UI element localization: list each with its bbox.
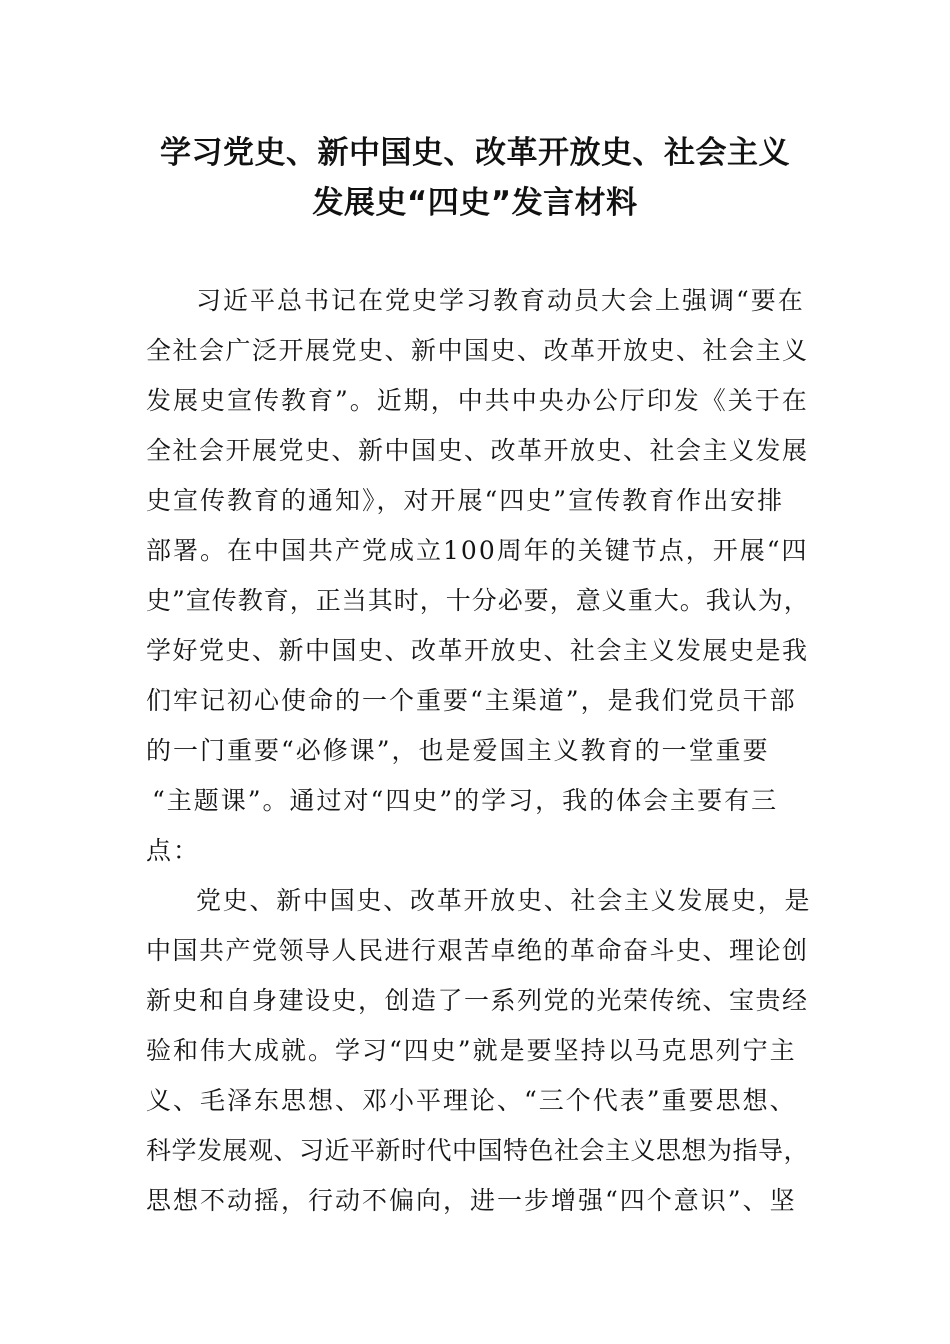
- document-title-line-1: 学习党史、新中国史、改革开放史、社会主义: [160, 135, 790, 171]
- paragraph-line: 全社会广泛开展党史、新中国史、改革开放史、社会主义: [146, 336, 809, 365]
- paragraph-line: 新史和自身建设史，创造了一系列党的光荣传统、宝贵经: [146, 986, 809, 1015]
- paragraph-line: 们牢记初心使命的一个重要“主渠道”，是我们党员干部: [146, 686, 797, 715]
- paragraph-line: 的一门重要“必修课”，也是爱国主义教育的一堂重要: [146, 736, 770, 765]
- paragraph-line: 全社会开展党史、新中国史、改革开放史、社会主义发展: [146, 436, 809, 465]
- paragraph-line: 部署。在中国共产党成立100周年的关键节点，开展“四: [146, 536, 809, 565]
- paragraph-line: “主题课”。通过对“四史”的学习，我的体会主要有三: [152, 786, 779, 815]
- paragraph-line: 科学发展观、习近平新时代中国特色社会主义思想为指导，: [146, 1136, 810, 1165]
- paragraph-line: 学好党史、新中国史、改革开放史、社会主义发展史是我: [146, 636, 809, 665]
- paragraph-line: 义、毛泽东思想、邓小平理论、“三个代表”重要思想、: [146, 1086, 797, 1115]
- paragraph-line: 史宣传教育的通知》，对开展“四史”宣传教育作出安排: [146, 486, 785, 515]
- paragraph-line: 思想不动摇，行动不偏向，进一步增强“四个意识”、坚: [146, 1186, 797, 1215]
- paragraph-line: 发展史宣传教育”。近期，中共中央办公厅印发《关于在: [146, 386, 809, 415]
- paragraph-line: 习近平总书记在党史学习教育动员大会上强调“要在: [196, 286, 805, 315]
- paragraph-line: 验和伟大成就。学习“四史”就是要坚持以马克思列宁主: [146, 1036, 797, 1065]
- paragraph-line: 中国共产党领导人民进行艰苦卓绝的革命奋斗史、理论创: [146, 936, 809, 965]
- paragraph-line: 史”宣传教育，正当其时，十分必要，意义重大。我认为，: [146, 586, 810, 615]
- document-title-line-2: 发展史“四史”发言材料: [312, 185, 638, 221]
- paragraph-line: 党史、新中国史、改革开放史、社会主义发展史，是: [196, 886, 812, 915]
- paragraph-line: 点：: [146, 836, 201, 865]
